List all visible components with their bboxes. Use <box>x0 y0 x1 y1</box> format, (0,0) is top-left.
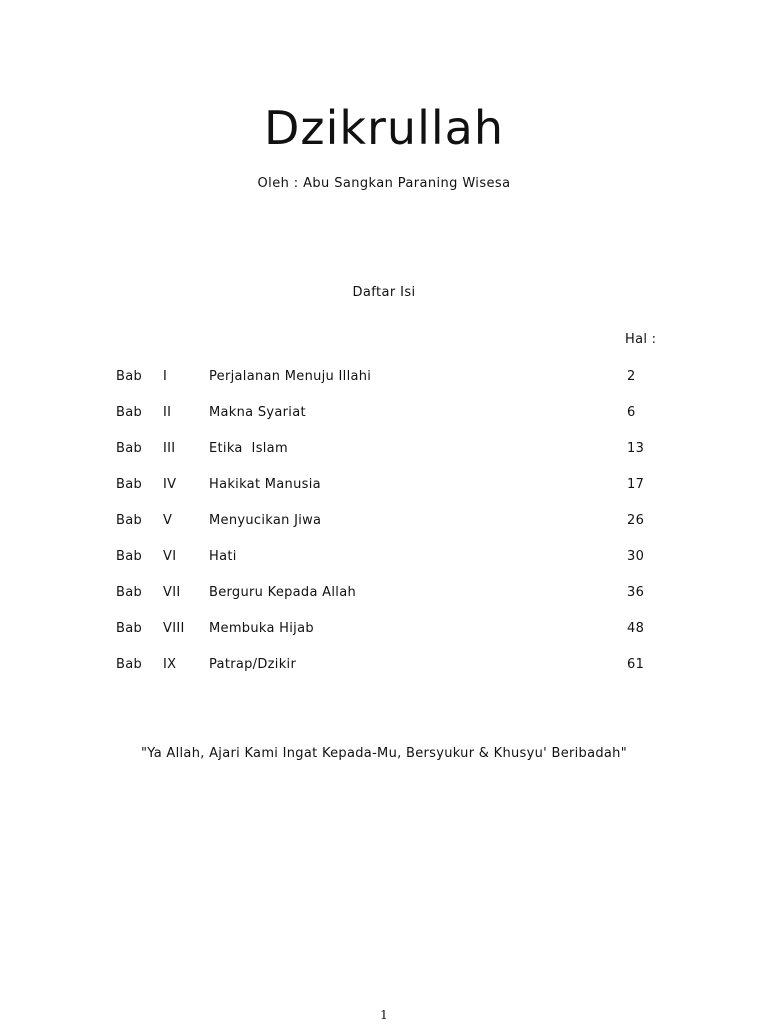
toc-row-chapter-title: Makna Syariat <box>209 405 306 420</box>
toc-row-chapter-number: I <box>163 369 168 384</box>
toc-row-chapter-title: Hati <box>209 549 237 564</box>
toc-row-bab: Bab <box>116 621 143 636</box>
toc-row-page-number: 61 <box>627 657 645 672</box>
toc-row-chapter-title: Perjalanan Menuju Illahi <box>209 369 372 384</box>
toc-row <box>0 477 768 497</box>
toc-row-chapter-number: IV <box>163 477 177 492</box>
toc-row-bab: Bab <box>116 585 143 600</box>
toc-row-chapter-number: VI <box>163 549 177 564</box>
toc-row-chapter-number: VIII <box>163 621 185 636</box>
toc-row-bab: Bab <box>116 549 143 564</box>
toc-row <box>0 369 768 389</box>
toc-row-page-number: 30 <box>627 549 645 564</box>
closing-prayer-quote: "Ya Allah, Ajari Kami Ingat Kepada-Mu, Bersyukur & Khusyu' Beribadah" <box>140 746 627 761</box>
toc-row-bab: Bab <box>116 657 143 672</box>
toc-row <box>0 441 768 461</box>
toc-row-chapter-number: VII <box>163 585 181 600</box>
toc-row-bab: Bab <box>116 513 143 528</box>
toc-row-page-number: 48 <box>627 621 645 636</box>
toc-heading: Daftar Isi <box>352 285 416 300</box>
toc-row <box>0 621 768 641</box>
toc-row-page-number: 26 <box>627 513 645 528</box>
toc-row-page-number: 6 <box>627 405 636 420</box>
toc-row-page-number: 13 <box>627 441 645 456</box>
toc-row-bab: Bab <box>116 369 143 384</box>
toc-row-chapter-title: Hakikat Manusia <box>209 477 321 492</box>
document-title: Dzikrullah <box>264 101 504 155</box>
toc-row-bab: Bab <box>116 477 143 492</box>
toc-row-bab: Bab <box>116 405 143 420</box>
author-line: Oleh : Abu Sangkan Paraning Wisesa <box>257 176 511 191</box>
toc-row <box>0 513 768 533</box>
toc-row-page-number: 2 <box>627 369 636 384</box>
toc-row-page-number: 36 <box>627 585 645 600</box>
toc-page-column-label: Hal : <box>625 332 657 347</box>
toc-row-chapter-title: Berguru Kepada Allah <box>209 585 357 600</box>
toc-row-chapter-title: Membuka Hijab <box>209 621 314 636</box>
toc-row-chapter-number: II <box>163 405 172 420</box>
toc-row-chapter-title: Menyucikan Jiwa <box>209 513 322 528</box>
toc-row-chapter-title: Patrap/Dzikir <box>209 657 297 672</box>
toc-row <box>0 549 768 569</box>
toc-row <box>0 405 768 425</box>
toc-row <box>0 585 768 605</box>
toc-row-chapter-number: III <box>163 441 176 456</box>
toc-row-chapter-number: V <box>163 513 173 528</box>
toc-row <box>0 657 768 677</box>
toc-row-chapter-number: IX <box>163 657 177 672</box>
toc-row-page-number: 17 <box>627 477 645 492</box>
toc-row-chapter-title: Etika Islam <box>209 441 288 456</box>
page-number: 1 <box>380 1008 388 1022</box>
toc-row-bab: Bab <box>116 441 143 456</box>
